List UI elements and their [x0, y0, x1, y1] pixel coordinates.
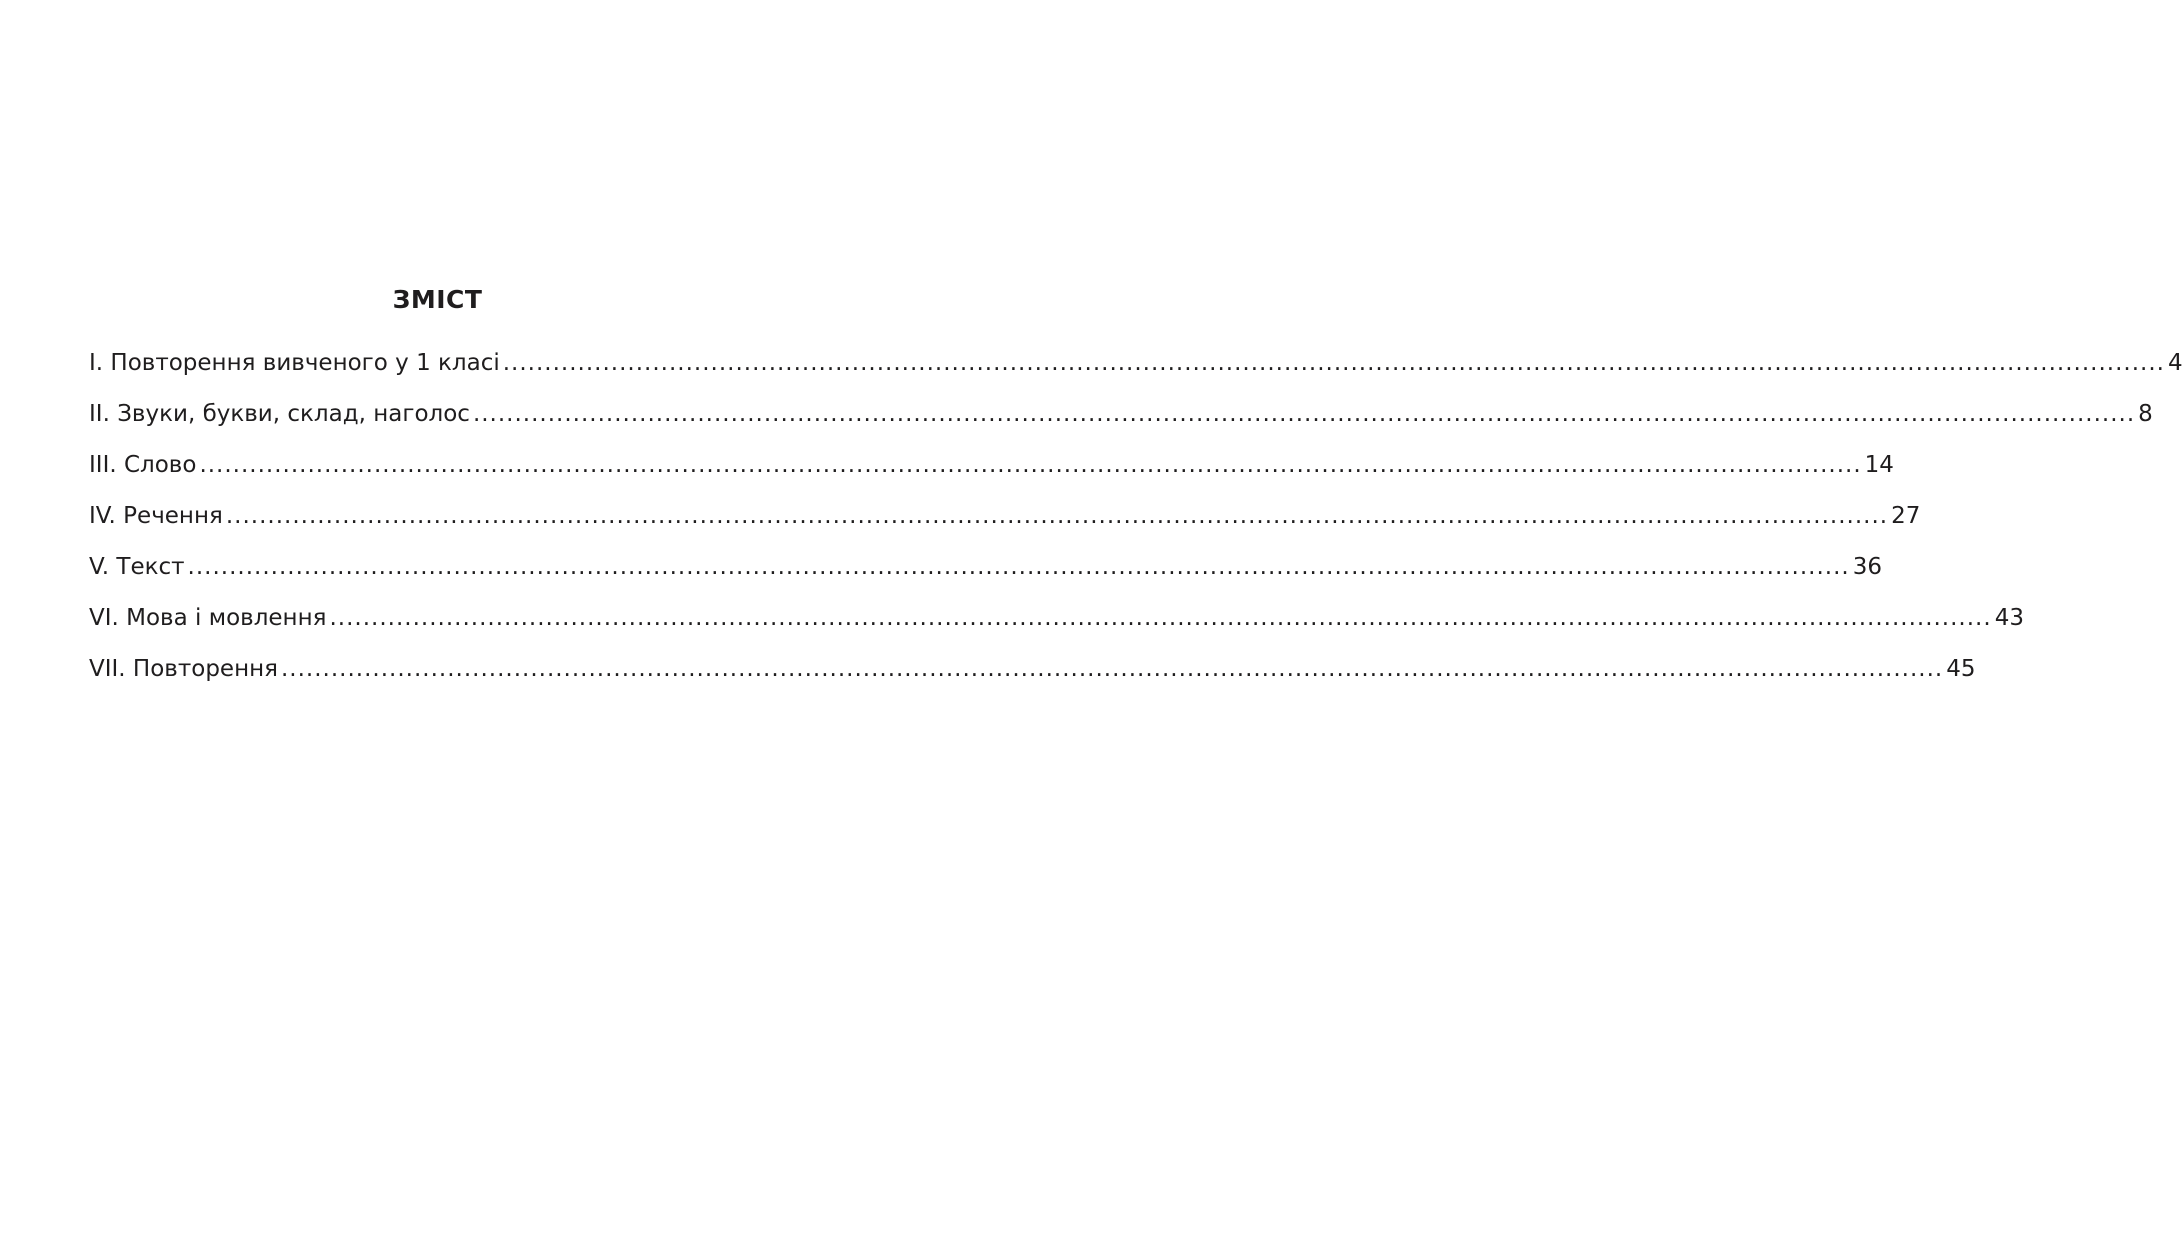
table-of-contents [89, 346, 2183, 703]
page-title: ЗМІСТ [392, 285, 483, 314]
toc-entry-label: V. Текст [89, 554, 185, 580]
toc-dot-leader: ........................................................................................................................................................................................................ [329, 605, 1992, 631]
toc-entry-label: I. Повторення вивченого у 1 класі [89, 350, 500, 376]
toc-page-number: 36 [1852, 554, 1883, 580]
toc-entry [89, 397, 2153, 448]
toc-dot-leader: ........................................................................................................................................................................................................ [472, 401, 2136, 427]
toc-page-number: 27 [1891, 503, 1921, 529]
toc-entry [89, 448, 1894, 499]
toc-entry [89, 346, 2183, 397]
toc-entry-label: II. Звуки, букви, склад, наголос [89, 401, 470, 427]
toc-page-number: 8 [2138, 401, 2153, 427]
toc-dot-leader: ........................................................................................................................................................................................................ [187, 554, 1850, 580]
toc-entry-label: III. Слово [89, 452, 197, 478]
toc-entry [89, 499, 1921, 550]
toc-dot-leader: ........................................................................................................................................................................................................ [280, 656, 1944, 682]
toc-dot-leader: ........................................................................................................................................................................................................ [225, 503, 1889, 529]
toc-page-number: 43 [1994, 605, 2024, 631]
toc-entry [89, 601, 2024, 652]
toc-page-number: 4 [2167, 350, 2183, 376]
toc-page-number: 14 [1864, 452, 1894, 478]
toc-entry [89, 652, 1976, 703]
toc-entry-label: VI. Мова і мовлення [89, 605, 327, 631]
toc-dot-leader: ........................................................................................................................................................................................................ [199, 452, 1862, 478]
toc-page-number: 45 [1946, 656, 1976, 682]
toc-entry-label: IV. Речення [89, 503, 223, 529]
toc-entry-label: VII. Повторення [89, 656, 278, 682]
toc-entry [89, 550, 1883, 601]
toc-dot-leader: ........................................................................................................................................................................................................ [502, 350, 2165, 376]
